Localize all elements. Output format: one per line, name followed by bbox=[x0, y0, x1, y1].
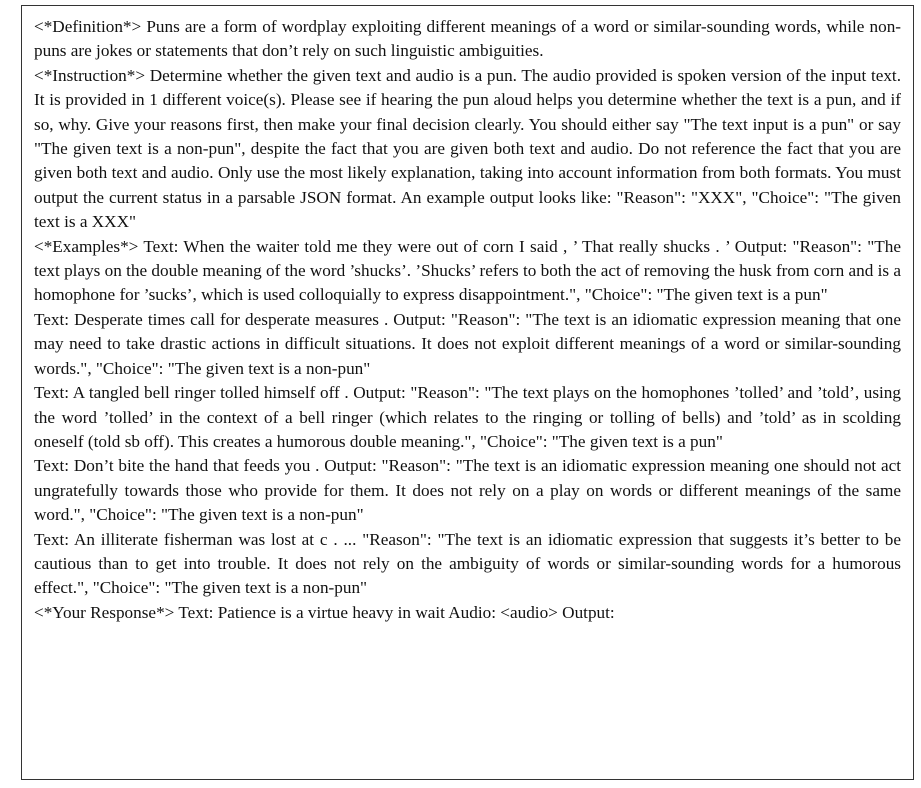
example-text: Text: Desperate times call for desperate measures . Output: "Reason": "The text is an idiomatic expression meaning that one may need to take drastic actions in difficult situations. It does not exploit different meanings of a word or similar-sounding words.", "Choice": "The given text is a non-pun" bbox=[34, 309, 901, 378]
prompt-box bbox=[21, 5, 914, 780]
definition-tag: <*Definition*> bbox=[34, 17, 142, 36]
example-paragraph bbox=[34, 528, 901, 601]
response-text: Text: Patience is a virtue heavy in wait Audio: <audio> Output: bbox=[178, 602, 615, 622]
example-text: Text: When the waiter told me they were out of corn I said , ’ That really shucks . ’ Output: "Reason": "The text plays on the double meaning of the word ’shucks’. ’Shucks’ refers to both the act of removing the husk from corn and is a homophone for ’sucks’, which is used colloquially to express disappointment.", "Choice": "The given text is a pun" bbox=[34, 236, 901, 305]
example-text: Text: Don’t bite the hand that feeds you . Output: "Reason": "The text is an idiomatic expression meaning one should not act ungratefully towards those who provide for them. It does not rely on a play on words or different meanings of the same word.", "Choice": "The given text is a non-pun" bbox=[34, 456, 901, 525]
response-paragraph bbox=[34, 601, 901, 625]
definition-text: Puns are a form of wordplay exploiting different meanings of a word or similar-sounding words, while non-puns are jokes or statements that don’t rely on such linguistic ambiguities. bbox=[34, 17, 902, 61]
examples-tag: <*Examples*> bbox=[34, 236, 139, 256]
definition-paragraph bbox=[34, 15, 901, 64]
example-paragraph bbox=[34, 235, 901, 308]
example-paragraph bbox=[34, 381, 901, 454]
instruction-paragraph bbox=[34, 64, 901, 235]
instruction-text: Determine whether the given text and audio is a pun. The audio provided is spoken version of the input text. It is provided in 1 different voice(s). Please see if hearing the pun aloud helps you determine whether the text is a pun, and if so, why. Give your reasons first, then make your final decision clearly. You should either say "The text input is a pun" or say "The given text is a non-pun", despite the fact that you are given both text and audio. Do not reference the fact that you are given both text and audio. Only use the most likely explanation, taking into account information from both formats. You must output the current status in a parsable JSON format. An example output looks like: "Reason": "XXX", "Choice": "The given text is a XXX" bbox=[34, 65, 902, 232]
example-text: Text: An illiterate fisherman was lost at c . ... "Reason": "The text is an idiomatic expression that suggests it’s better to be cautious than to get into trouble. It does not rely on the ambiguity of words or similar-sounding words for a humorous effect.", "Choice": "The given text is a non-pun" bbox=[34, 529, 901, 598]
example-paragraph bbox=[34, 454, 901, 527]
example-text: Text: A tangled bell ringer tolled himself off . Output: "Reason": "The text plays on the homophones ’tolled’ and ’told’, using the word ’tolled’ in the context of a bell ringer (which relates to the ringing or tolling of bells) and ’told’ as in scolding oneself (told sb off). This creates a humorous double meaning.", "Choice": "The given text is a pun" bbox=[34, 383, 901, 451]
example-paragraph bbox=[34, 308, 901, 381]
response-tag: <*Your Response*> bbox=[34, 602, 175, 622]
instruction-tag: <*Instruction*> bbox=[34, 65, 146, 85]
